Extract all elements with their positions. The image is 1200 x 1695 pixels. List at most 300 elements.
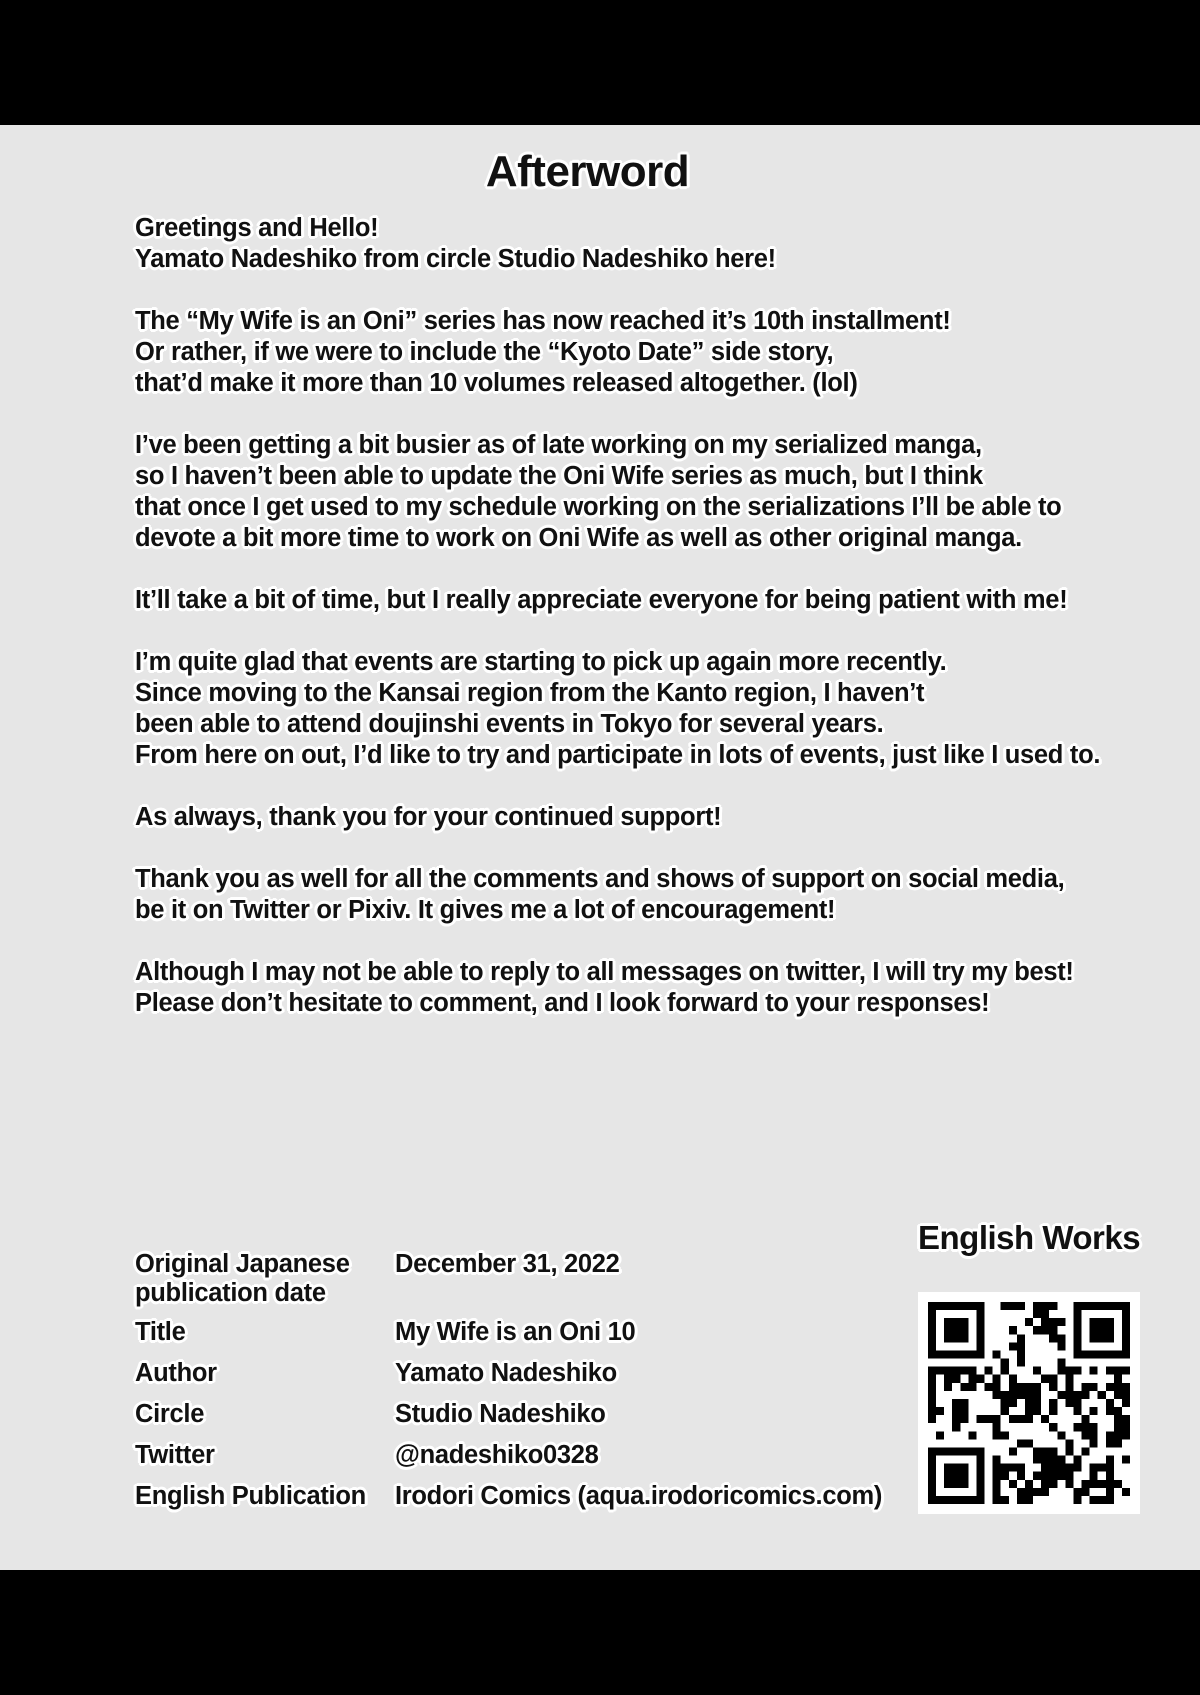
qr-code-icon[interactable] <box>918 1292 1140 1514</box>
qr-module <box>952 1423 960 1431</box>
qr-module <box>1049 1456 1057 1464</box>
qr-module <box>1098 1496 1106 1504</box>
qr-module <box>928 1456 936 1464</box>
credit-label: Title <box>135 1318 186 1346</box>
text-line: be it on Twitter or Pixiv. It gives me a lot of encouragement! <box>135 896 836 924</box>
qr-module <box>1082 1447 1090 1455</box>
qr-module <box>1122 1456 1130 1464</box>
qr-module <box>1001 1302 1009 1310</box>
qr-module <box>1106 1480 1114 1488</box>
qr-module <box>968 1431 976 1439</box>
qr-module <box>1073 1456 1081 1464</box>
qr-module <box>928 1302 936 1310</box>
qr-module <box>1090 1334 1098 1342</box>
qr-module <box>1090 1431 1098 1439</box>
paragraph <box>135 213 1155 275</box>
qr-module <box>1033 1326 1041 1334</box>
qr-module <box>976 1496 984 1504</box>
qr-module <box>993 1375 1001 1383</box>
qr-module <box>944 1326 952 1334</box>
paragraph <box>135 864 1155 926</box>
qr-module <box>1114 1391 1122 1399</box>
qr-module <box>928 1480 936 1488</box>
text-line: Although I may not be able to reply to all messages on twitter, I will try my best! <box>135 958 1074 986</box>
qr-module <box>976 1456 984 1464</box>
qr-module <box>952 1415 960 1423</box>
qr-module <box>1114 1302 1122 1310</box>
qr-module <box>1090 1407 1098 1415</box>
qr-module <box>1017 1439 1025 1447</box>
paragraph <box>135 957 1155 1019</box>
text-line: devote a bit more time to work on Oni Wife as well as other original manga. <box>135 524 1022 552</box>
qr-module <box>1025 1407 1033 1415</box>
qr-module <box>1082 1423 1090 1431</box>
qr-module <box>1106 1383 1114 1391</box>
qr-module <box>1057 1342 1065 1350</box>
qr-module <box>952 1472 960 1480</box>
qr-module <box>1073 1326 1081 1334</box>
qr-module <box>1090 1367 1098 1375</box>
credit-value: Yamato Nadeshiko <box>395 1359 617 1387</box>
qr-module <box>1009 1415 1017 1423</box>
qr-module <box>1073 1367 1081 1375</box>
qr-module <box>1106 1318 1114 1326</box>
qr-module <box>1090 1439 1098 1447</box>
qr-module <box>1017 1302 1025 1310</box>
credit-value: Irodori Comics (aqua.irodoricomics.com) <box>395 1482 883 1510</box>
qr-module <box>952 1334 960 1342</box>
qr-module <box>952 1367 960 1375</box>
qr-module <box>1033 1310 1041 1318</box>
qr-module <box>960 1399 968 1407</box>
qr-module <box>936 1447 944 1455</box>
page-title: Afterword <box>485 147 690 196</box>
qr-module <box>1098 1326 1106 1334</box>
qr-module <box>1033 1407 1041 1415</box>
text-line: so I haven’t been able to update the Oni Wife series as much, but I think <box>135 462 983 490</box>
qr-module <box>1049 1472 1057 1480</box>
qr-module <box>1122 1318 1130 1326</box>
qr-module <box>1033 1391 1041 1399</box>
qr-module <box>1090 1423 1098 1431</box>
qr-module <box>1049 1334 1057 1342</box>
qr-module <box>928 1472 936 1480</box>
credit-row-twitter <box>135 1441 895 1482</box>
qr-module <box>1025 1439 1033 1447</box>
credit-value: Studio Nadeshiko <box>395 1400 606 1428</box>
qr-module <box>944 1496 952 1504</box>
qr-module <box>1041 1302 1049 1310</box>
credit-label-line: Original Japanese <box>135 1250 350 1278</box>
qr-module <box>936 1431 944 1439</box>
qr-module <box>1082 1383 1090 1391</box>
qr-module <box>1106 1302 1114 1310</box>
qr-module <box>1090 1326 1098 1334</box>
qr-module <box>1049 1447 1057 1455</box>
qr-module <box>1065 1480 1073 1488</box>
paragraph <box>135 647 1155 771</box>
qr-module <box>1065 1472 1073 1480</box>
credit-row-english-publication <box>135 1482 895 1523</box>
text-line: As always, thank you for your continued support! <box>135 803 722 831</box>
qr-module <box>1073 1391 1081 1399</box>
qr-module <box>1090 1383 1098 1391</box>
qr-module <box>1114 1431 1122 1439</box>
qr-module <box>960 1464 968 1472</box>
qr-module <box>1049 1480 1057 1488</box>
qr-module <box>1057 1431 1065 1439</box>
qr-module <box>993 1350 1001 1358</box>
qr-module <box>952 1407 960 1415</box>
qr-module <box>1098 1350 1106 1358</box>
qr-module <box>928 1342 936 1350</box>
qr-module <box>985 1415 993 1423</box>
qr-module <box>1001 1407 1009 1415</box>
text-line: I’ve been getting a bit busier as of late working on my serialized manga, <box>135 431 982 459</box>
qr-module <box>944 1480 952 1488</box>
qr-module <box>944 1367 952 1375</box>
qr-module <box>993 1415 1001 1423</box>
qr-module <box>1041 1456 1049 1464</box>
text-line: Yamato Nadeshiko from circle Studio Nadeshiko here! <box>135 245 776 273</box>
qr-module <box>952 1480 960 1488</box>
qr-module <box>1073 1342 1081 1350</box>
publication-credits <box>135 1250 895 1523</box>
qr-module <box>1122 1423 1130 1431</box>
qr-module <box>1017 1464 1025 1472</box>
text-line: The “My Wife is an Oni” series has now reached it’s 10th installment! <box>135 307 951 335</box>
qr-module <box>1082 1415 1090 1423</box>
english-works-heading: English Works <box>918 1219 1141 1256</box>
qr-module <box>1025 1318 1033 1326</box>
qr-module <box>1114 1367 1122 1375</box>
qr-module <box>1041 1472 1049 1480</box>
qr-module <box>1106 1326 1114 1334</box>
qr-module <box>1009 1375 1017 1383</box>
qr-module <box>1041 1447 1049 1455</box>
qr-module <box>1009 1342 1017 1350</box>
qr-module <box>960 1472 968 1480</box>
qr-module <box>985 1367 993 1375</box>
qr-module <box>1106 1439 1114 1447</box>
qr-module <box>1009 1464 1017 1472</box>
qr-module <box>1073 1310 1081 1318</box>
qr-module <box>1033 1447 1041 1455</box>
qr-module <box>944 1464 952 1472</box>
qr-module <box>968 1302 976 1310</box>
qr-module <box>960 1480 968 1488</box>
qr-module <box>1041 1375 1049 1383</box>
text-line: Or rather, if we were to include the “Kyoto Date” side story, <box>135 338 834 366</box>
qr-module <box>1090 1472 1098 1480</box>
qr-module <box>993 1391 1001 1399</box>
qr-module <box>1114 1439 1122 1447</box>
qr-module <box>1033 1367 1041 1375</box>
qr-module <box>1025 1383 1033 1391</box>
qr-module <box>976 1447 984 1455</box>
qr-module <box>1065 1367 1073 1375</box>
qr-module <box>928 1318 936 1326</box>
qr-module <box>1122 1415 1130 1423</box>
qr-module <box>1001 1359 1009 1367</box>
qr-module <box>1025 1480 1033 1488</box>
qr-module <box>1073 1496 1081 1504</box>
qr-module <box>1057 1464 1065 1472</box>
qr-module <box>1065 1391 1073 1399</box>
qr-module <box>1049 1326 1057 1334</box>
credit-row-circle <box>135 1400 895 1441</box>
qr-module <box>1090 1302 1098 1310</box>
qr-module <box>1098 1480 1106 1488</box>
text-line: been able to attend doujinshi events in Tokyo for several years. <box>135 710 884 738</box>
qr-module <box>1041 1464 1049 1472</box>
qr-module <box>1049 1318 1057 1326</box>
qr-module <box>1017 1334 1025 1342</box>
paragraph <box>135 585 1155 616</box>
qr-module <box>993 1456 1001 1464</box>
qr-module <box>1098 1464 1106 1472</box>
qr-module <box>1049 1302 1057 1310</box>
qr-module <box>1106 1367 1114 1375</box>
qr-code-graphic <box>928 1302 1130 1504</box>
qr-module <box>1001 1391 1009 1399</box>
qr-module <box>960 1302 968 1310</box>
qr-module <box>1057 1359 1065 1367</box>
text-line: that’d make it more than 10 volumes released altogether. (lol) <box>135 369 858 397</box>
qr-module <box>1009 1302 1017 1310</box>
qr-module <box>1122 1334 1130 1342</box>
qr-module <box>1114 1383 1122 1391</box>
qr-module <box>928 1415 936 1423</box>
credit-label <box>135 1250 395 1318</box>
qr-module <box>944 1472 952 1480</box>
afterword-body <box>135 213 1155 1050</box>
paragraph <box>135 430 1155 554</box>
qr-module <box>1114 1407 1122 1415</box>
qr-module <box>976 1318 984 1326</box>
qr-module <box>1106 1399 1114 1407</box>
qr-module <box>1082 1302 1090 1310</box>
qr-module <box>1122 1302 1130 1310</box>
qr-module <box>928 1391 936 1399</box>
qr-module <box>928 1375 936 1383</box>
qr-module <box>993 1423 1001 1431</box>
qr-module <box>1009 1391 1017 1399</box>
qr-module <box>976 1375 984 1383</box>
qr-module <box>976 1350 984 1358</box>
qr-module <box>952 1318 960 1326</box>
qr-module <box>1073 1318 1081 1326</box>
qr-module <box>1106 1496 1114 1504</box>
qr-module <box>993 1488 1001 1496</box>
credit-label: English Publication <box>135 1482 366 1510</box>
qr-module <box>1041 1415 1049 1423</box>
qr-module <box>1122 1488 1130 1496</box>
qr-module <box>1082 1431 1090 1439</box>
qr-module <box>1009 1399 1017 1407</box>
qr-module <box>1025 1415 1033 1423</box>
qr-module <box>1073 1302 1081 1310</box>
qr-module <box>1009 1383 1017 1391</box>
qr-module <box>1009 1326 1017 1334</box>
qr-module <box>1001 1399 1009 1407</box>
text-line: I’m quite glad that events are starting to pick up again more recently. <box>135 648 947 676</box>
qr-module <box>952 1350 960 1358</box>
text-line: Greetings and Hello! <box>135 214 379 242</box>
qr-module <box>1049 1399 1057 1407</box>
qr-module <box>993 1480 1001 1488</box>
qr-module <box>928 1496 936 1504</box>
qr-module <box>976 1334 984 1342</box>
qr-module <box>1114 1480 1122 1488</box>
credit-label: Twitter <box>135 1441 215 1469</box>
qr-module <box>976 1342 984 1350</box>
qr-module <box>1122 1310 1130 1318</box>
qr-module <box>993 1464 1001 1472</box>
qr-module <box>960 1383 968 1391</box>
qr-module <box>1114 1375 1122 1383</box>
qr-module <box>936 1350 944 1358</box>
qr-module <box>952 1326 960 1334</box>
text-line: It’ll take a bit of time, but I really appreciate everyone for being patient with me! <box>135 586 1068 614</box>
qr-module <box>1049 1423 1057 1431</box>
qr-module <box>1122 1399 1130 1407</box>
credit-row-title <box>135 1318 895 1359</box>
qr-module <box>936 1496 944 1504</box>
qr-module <box>976 1480 984 1488</box>
qr-module <box>1106 1488 1114 1496</box>
qr-module <box>968 1447 976 1455</box>
qr-module <box>1122 1431 1130 1439</box>
qr-module <box>1106 1472 1114 1480</box>
qr-module <box>1025 1399 1033 1407</box>
qr-module <box>1106 1431 1114 1439</box>
qr-module <box>952 1496 960 1504</box>
qr-module <box>1106 1464 1114 1472</box>
qr-module <box>928 1464 936 1472</box>
qr-module <box>1017 1391 1025 1399</box>
credit-row-author <box>135 1359 895 1400</box>
qr-module <box>1098 1302 1106 1310</box>
qr-module <box>928 1310 936 1318</box>
qr-module <box>1090 1480 1098 1488</box>
qr-module <box>1106 1350 1114 1358</box>
qr-module <box>1041 1480 1049 1488</box>
qr-module <box>1082 1350 1090 1358</box>
qr-module <box>1090 1350 1098 1358</box>
qr-module <box>1017 1472 1025 1480</box>
qr-module <box>960 1407 968 1415</box>
qr-module <box>1122 1342 1130 1350</box>
text-line: that once I get used to my schedule working on the serializations I’ll be able to <box>135 493 1062 521</box>
qr-module <box>1057 1318 1065 1326</box>
qr-module <box>1073 1350 1081 1358</box>
qr-module <box>1122 1350 1130 1358</box>
qr-module <box>928 1447 936 1455</box>
qr-module <box>960 1350 968 1358</box>
qr-module <box>1041 1310 1049 1318</box>
qr-module <box>952 1464 960 1472</box>
qr-module <box>928 1488 936 1496</box>
bottom-black-bar <box>0 1570 1200 1695</box>
qr-module <box>1065 1447 1073 1455</box>
qr-module <box>944 1302 952 1310</box>
qr-module <box>944 1375 952 1383</box>
qr-module <box>993 1383 1001 1391</box>
qr-module <box>985 1383 993 1391</box>
qr-module <box>928 1367 936 1375</box>
qr-module <box>993 1472 1001 1480</box>
qr-module <box>1001 1431 1009 1439</box>
qr-module <box>1049 1464 1057 1472</box>
qr-module <box>1114 1423 1122 1431</box>
qr-module <box>936 1302 944 1310</box>
qr-module <box>944 1447 952 1455</box>
qr-module <box>1017 1383 1025 1391</box>
afterword-page <box>0 125 1200 1570</box>
qr-module <box>1098 1318 1106 1326</box>
qr-module <box>960 1367 968 1375</box>
qr-module <box>1098 1391 1106 1399</box>
credit-value: My Wife is an Oni 10 <box>395 1318 636 1346</box>
qr-module <box>1009 1480 1017 1488</box>
qr-module <box>1122 1367 1130 1375</box>
qr-module <box>1065 1383 1073 1391</box>
qr-module <box>968 1383 976 1391</box>
qr-module <box>976 1464 984 1472</box>
qr-module <box>976 1302 984 1310</box>
qr-module <box>1009 1447 1017 1455</box>
qr-module <box>1098 1334 1106 1342</box>
qr-module <box>1073 1423 1081 1431</box>
qr-module <box>1065 1375 1073 1383</box>
qr-module <box>1065 1399 1073 1407</box>
qr-module <box>1057 1391 1065 1399</box>
qr-module <box>1114 1415 1122 1423</box>
qr-module <box>1073 1399 1081 1407</box>
qr-module <box>1025 1496 1033 1504</box>
credit-value: December 31, 2022 <box>395 1250 620 1278</box>
qr-module <box>993 1496 1001 1504</box>
paragraph <box>135 306 1155 399</box>
qr-module <box>960 1447 968 1455</box>
qr-module <box>944 1383 952 1391</box>
qr-module <box>1041 1488 1049 1496</box>
qr-module <box>976 1488 984 1496</box>
qr-module <box>952 1375 960 1383</box>
credit-label: Circle <box>135 1400 205 1428</box>
qr-module <box>1025 1488 1033 1496</box>
qr-module <box>1073 1464 1081 1472</box>
qr-module <box>1057 1334 1065 1342</box>
qr-module <box>1017 1488 1025 1496</box>
qr-module <box>976 1415 984 1423</box>
qr-module <box>1106 1456 1114 1464</box>
qr-module <box>1073 1488 1081 1496</box>
qr-module <box>1106 1334 1114 1342</box>
top-black-bar <box>0 0 1200 125</box>
qr-module <box>1041 1318 1049 1326</box>
text-line: Thank you as well for all the comments and shows of support on social media, <box>135 865 1065 893</box>
qr-module <box>1122 1383 1130 1391</box>
qr-module <box>968 1375 976 1383</box>
qr-module <box>944 1350 952 1358</box>
qr-module <box>1114 1350 1122 1358</box>
qr-module <box>1033 1302 1041 1310</box>
qr-module <box>1025 1391 1033 1399</box>
qr-module <box>1122 1326 1130 1334</box>
qr-module <box>944 1334 952 1342</box>
